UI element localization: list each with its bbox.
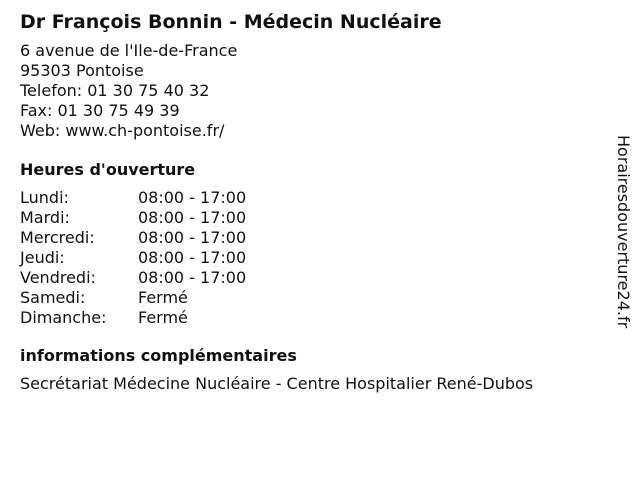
hours-row-mercredi bbox=[20, 228, 600, 248]
city-postal-code: 95303 Pontoise bbox=[20, 61, 144, 80]
day-hours: 08:00 - 17:00 bbox=[138, 208, 247, 227]
day-label: Mercredi: bbox=[20, 228, 95, 247]
website-line: Web: www.ch-pontoise.fr/ bbox=[20, 121, 225, 140]
fax-number: Fax: 01 30 75 49 39 bbox=[20, 101, 180, 120]
day-label: Lundi: bbox=[20, 188, 69, 207]
day-label: Jeudi: bbox=[20, 248, 65, 267]
page-title: Dr François Bonnin - Médecin Nucléaire bbox=[20, 11, 442, 33]
hours-row-samedi bbox=[20, 288, 600, 308]
phone-number: Telefon: 01 30 75 40 32 bbox=[20, 81, 210, 100]
additional-info-heading: informations complémentaires bbox=[20, 346, 297, 365]
content bbox=[20, 8, 600, 394]
additional-info-text: Secrétariat Médecine Nucléaire - Centre Hospitalier René-Dubos bbox=[20, 374, 534, 393]
hours-row-jeudi bbox=[20, 248, 600, 268]
day-label: Vendredi: bbox=[20, 268, 96, 287]
hours-row-vendredi bbox=[20, 268, 600, 288]
hours-row-lundi bbox=[20, 188, 600, 208]
day-label: Dimanche: bbox=[20, 308, 107, 327]
opening-hours-list bbox=[20, 188, 600, 328]
site-watermark-label: Horairesdouverture24.fr bbox=[614, 135, 633, 329]
day-label: Mardi: bbox=[20, 208, 70, 227]
day-hours: Fermé bbox=[138, 288, 188, 307]
opening-hours-heading: Heures d'ouverture bbox=[20, 160, 196, 179]
day-hours: 08:00 - 17:00 bbox=[138, 228, 247, 247]
day-hours: 08:00 - 17:00 bbox=[138, 188, 247, 207]
day-label: Samedi: bbox=[20, 288, 86, 307]
day-hours: 08:00 - 17:00 bbox=[138, 248, 247, 267]
address-block bbox=[20, 41, 600, 141]
day-hours: 08:00 - 17:00 bbox=[138, 268, 247, 287]
street-address: 6 avenue de l'Ile-de-France bbox=[20, 41, 238, 60]
day-hours: Fermé bbox=[138, 308, 188, 327]
hours-row-mardi bbox=[20, 208, 600, 228]
hours-row-dimanche bbox=[20, 308, 600, 328]
